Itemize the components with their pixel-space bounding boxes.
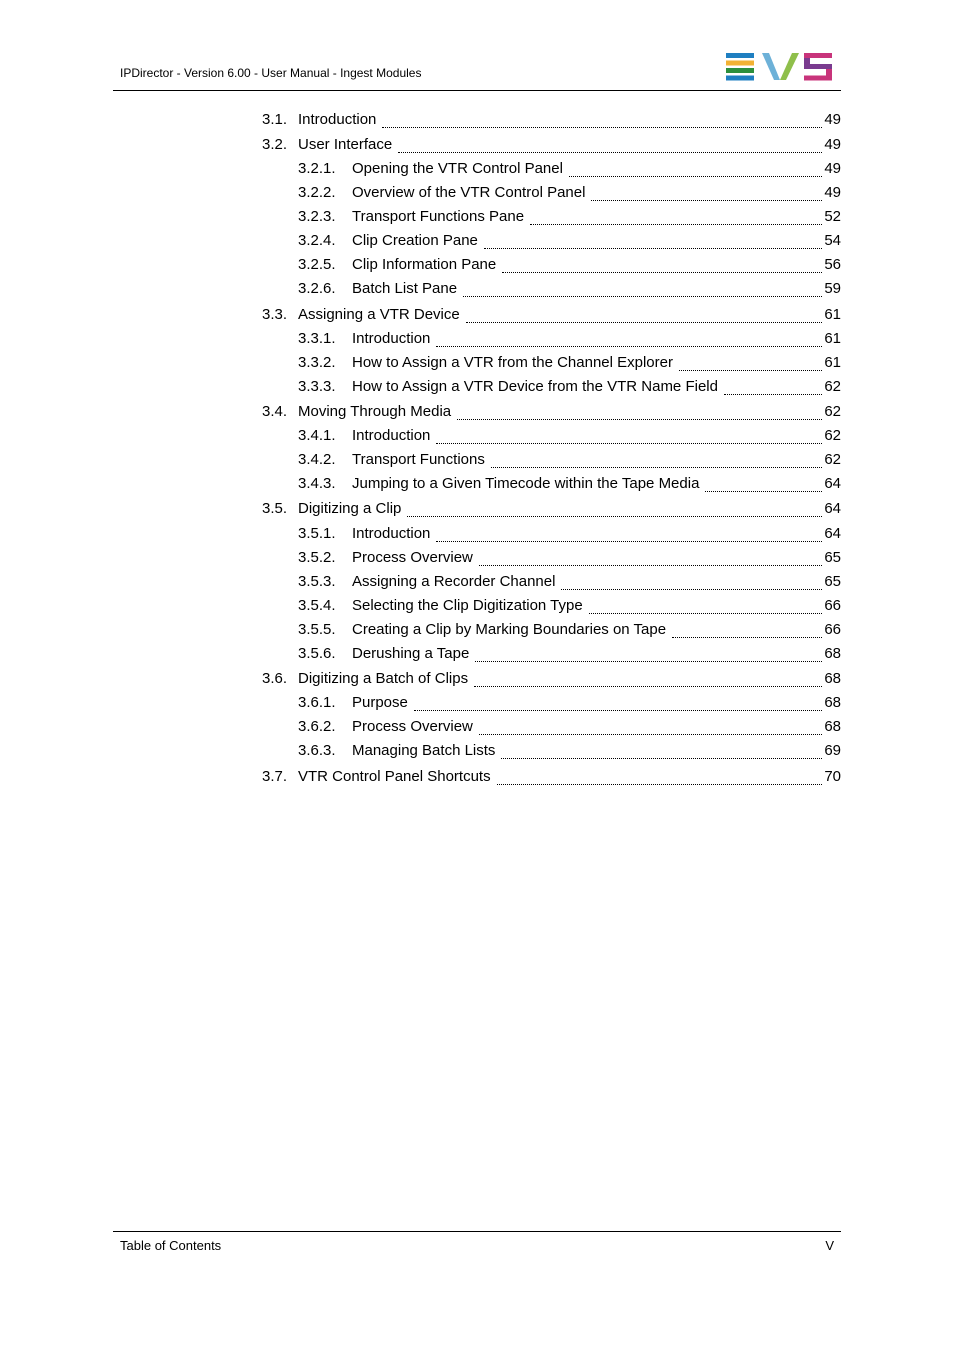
toc-entry-number: 3.2.5. [298, 256, 336, 273]
toc-entry-page: 70 [824, 768, 841, 785]
toc-entry-page: 62 [824, 451, 841, 468]
toc-entry-page: 68 [824, 694, 841, 711]
toc-entry-page: 65 [824, 573, 841, 590]
toc-entry-page: 49 [824, 184, 841, 201]
toc-entry-number: 3.2. [262, 136, 288, 153]
toc-entry[interactable] [298, 280, 841, 300]
toc-entry[interactable] [298, 330, 841, 350]
toc-entry[interactable] [262, 670, 841, 690]
toc-dot-leader [479, 734, 822, 735]
toc-dot-leader [561, 589, 822, 590]
toc-entry-page: 56 [824, 256, 841, 273]
toc-dot-leader [436, 346, 822, 347]
toc-entry-number: 3.6. [262, 670, 288, 687]
toc-entry[interactable] [298, 694, 841, 714]
toc-entry[interactable] [298, 549, 841, 569]
toc-entry[interactable] [262, 306, 841, 326]
toc-entry[interactable] [298, 573, 841, 593]
toc-entry-number: 3.3.3. [298, 378, 336, 395]
toc-entry-page: 69 [824, 742, 841, 759]
toc-entry-page: 68 [824, 645, 841, 662]
toc-entry-number: 3.2.6. [298, 280, 336, 297]
toc-entry-page: 59 [824, 280, 841, 297]
toc-dot-leader [474, 686, 822, 687]
toc-entry-title: Digitizing a Clip [298, 500, 402, 517]
toc-entry[interactable] [298, 718, 841, 738]
toc-entry-number: 3.5.3. [298, 573, 336, 590]
toc-entry[interactable] [298, 597, 841, 617]
toc-entry-page: 62 [824, 403, 841, 420]
toc-entry-page: 61 [824, 306, 841, 323]
toc-entry-page: 49 [824, 111, 841, 128]
toc-entry[interactable] [298, 256, 841, 276]
toc-entry[interactable] [298, 742, 841, 762]
toc-entry-number: 3.6.3. [298, 742, 336, 759]
toc-entry-page: 66 [824, 621, 841, 638]
toc-entry-title: How to Assign a VTR Device from the VTR Name Field [352, 378, 718, 395]
toc-entry-number: 3.2.1. [298, 160, 336, 177]
toc-entry-title: Introduction [352, 330, 431, 347]
toc-entry[interactable] [298, 184, 841, 204]
toc-entry-title: Batch List Pane [352, 280, 458, 297]
toc-entry-page: 68 [824, 670, 841, 687]
toc-dot-leader [501, 758, 822, 759]
toc-dot-leader [414, 710, 822, 711]
toc-entry-page: 61 [824, 330, 841, 347]
toc-entry[interactable] [298, 451, 841, 471]
toc-entry-title: Overview of the VTR Control Panel [352, 184, 586, 201]
toc-entry-title: Selecting the Clip Digitization Type [352, 597, 583, 614]
toc-entry-title: VTR Control Panel Shortcuts [298, 768, 491, 785]
toc-entry-number: 3.4.1. [298, 427, 336, 444]
toc-entry-title: Introduction [298, 111, 377, 128]
toc-entry-number: 3.6.2. [298, 718, 336, 735]
toc-entry-number: 3.4.2. [298, 451, 336, 468]
toc-entry-title: Assigning a VTR Device [298, 306, 460, 323]
toc-entry-number: 3.2.4. [298, 232, 336, 249]
footer-page-number: V [825, 1238, 834, 1253]
toc-entry-number: 3.3.1. [298, 330, 336, 347]
toc-entry-page: 62 [824, 378, 841, 395]
toc-dot-leader [672, 637, 822, 638]
toc-dot-leader [502, 272, 822, 273]
toc-entry-title: Jumping to a Given Timecode within the Tape Media [352, 475, 700, 492]
toc-entry[interactable] [262, 403, 841, 423]
toc-entry-title: Purpose [352, 694, 408, 711]
toc-dot-leader [491, 467, 822, 468]
toc-dot-leader [497, 784, 822, 785]
footer-section-title: Table of Contents [120, 1238, 222, 1253]
toc-entry[interactable] [262, 768, 841, 788]
toc-entry[interactable] [298, 645, 841, 665]
toc-entry-page: 65 [824, 549, 841, 566]
toc-entry-title: Managing Batch Lists [352, 742, 496, 759]
toc-entry-page: 66 [824, 597, 841, 614]
toc-dot-leader [679, 370, 822, 371]
toc-dot-leader [436, 443, 822, 444]
toc-entry-page: 68 [824, 718, 841, 735]
toc-entry-number: 3.3. [262, 306, 288, 323]
toc-entry-number: 3.2.2. [298, 184, 336, 201]
toc-dot-leader [484, 248, 822, 249]
toc-dot-leader [436, 541, 822, 542]
toc-dot-leader [407, 516, 822, 517]
toc-entry[interactable] [298, 621, 841, 641]
toc-entry-title: Opening the VTR Control Panel [352, 160, 563, 177]
toc-dot-leader [382, 127, 822, 128]
toc-entry-number: 3.5.5. [298, 621, 336, 638]
toc-entry-number: 3.5. [262, 500, 288, 517]
toc-dot-leader [457, 419, 822, 420]
footer-divider [113, 1231, 841, 1232]
toc-entry-number: 3.6.1. [298, 694, 336, 711]
toc-entry-number: 3.3.2. [298, 354, 336, 371]
toc-entry[interactable] [262, 136, 841, 156]
toc-entry-title: Clip Creation Pane [352, 232, 478, 249]
toc-entry-number: 3.5.6. [298, 645, 336, 662]
toc-dot-leader [475, 661, 822, 662]
toc-dot-leader [591, 200, 822, 201]
toc-entry-title: Transport Functions [352, 451, 485, 468]
toc-entry-page: 54 [824, 232, 841, 249]
toc-dot-leader [569, 176, 822, 177]
toc-entry[interactable] [298, 354, 841, 374]
toc-entry-title: Process Overview [352, 718, 473, 735]
toc-entry-title: Clip Information Pane [352, 256, 497, 273]
toc-entry[interactable] [298, 525, 841, 545]
toc-entry-number: 3.5.4. [298, 597, 336, 614]
toc-entry[interactable] [298, 208, 841, 228]
toc-entry-title: Digitizing a Batch of Clips [298, 670, 469, 687]
toc-entry-title: Moving Through Media [298, 403, 452, 420]
toc-entry-title: Process Overview [352, 549, 473, 566]
toc-entry-page: 49 [824, 160, 841, 177]
toc-entry-title: Introduction [352, 427, 431, 444]
toc-entry-title: Assigning a Recorder Channel [352, 573, 556, 590]
toc-entry-page: 49 [824, 136, 841, 153]
toc-dot-leader [479, 565, 822, 566]
toc-entry-title: Transport Functions Pane [352, 208, 525, 225]
toc-dot-leader [724, 394, 822, 395]
toc-entry[interactable] [298, 427, 841, 447]
page-header-title: IPDirector - Version 6.00 - User Manual - Ingest Modules [120, 66, 422, 80]
toc-entry-title: User Interface [298, 136, 393, 153]
toc-entry-page: 64 [824, 475, 841, 492]
toc-entry-page: 64 [824, 525, 841, 542]
toc-entry[interactable] [298, 378, 841, 398]
toc-entry-title: Introduction [352, 525, 431, 542]
toc-entry-number: 3.1. [262, 111, 288, 128]
toc-entry-page: 61 [824, 354, 841, 371]
toc-entry-title: How to Assign a VTR from the Channel Explorer [352, 354, 673, 371]
toc-dot-leader [463, 296, 822, 297]
toc-entry[interactable] [298, 475, 841, 495]
toc-dot-leader [398, 152, 822, 153]
toc-dot-leader [589, 613, 822, 614]
toc-entry-number: 3.5.2. [298, 549, 336, 566]
toc-entry[interactable] [298, 232, 841, 252]
toc-entry[interactable] [262, 111, 841, 131]
toc-entry-number: 3.4. [262, 403, 288, 420]
toc-entry-page: 64 [824, 500, 841, 517]
toc-entry-number: 3.5.1. [298, 525, 336, 542]
toc-dot-leader [530, 224, 822, 225]
toc-entry-title: Derushing a Tape [352, 645, 470, 662]
toc-entry-page: 62 [824, 427, 841, 444]
toc-entry[interactable] [298, 160, 841, 180]
toc-entry-number: 3.4.3. [298, 475, 336, 492]
toc-entry-number: 3.2.3. [298, 208, 336, 225]
toc-entry-number: 3.7. [262, 768, 288, 785]
toc-entry-title: Creating a Clip by Marking Boundaries on Tape [352, 621, 667, 638]
toc-entry[interactable] [262, 500, 841, 520]
toc-entry-page: 52 [824, 208, 841, 225]
toc-dot-leader [705, 491, 822, 492]
toc-dot-leader [466, 322, 822, 323]
